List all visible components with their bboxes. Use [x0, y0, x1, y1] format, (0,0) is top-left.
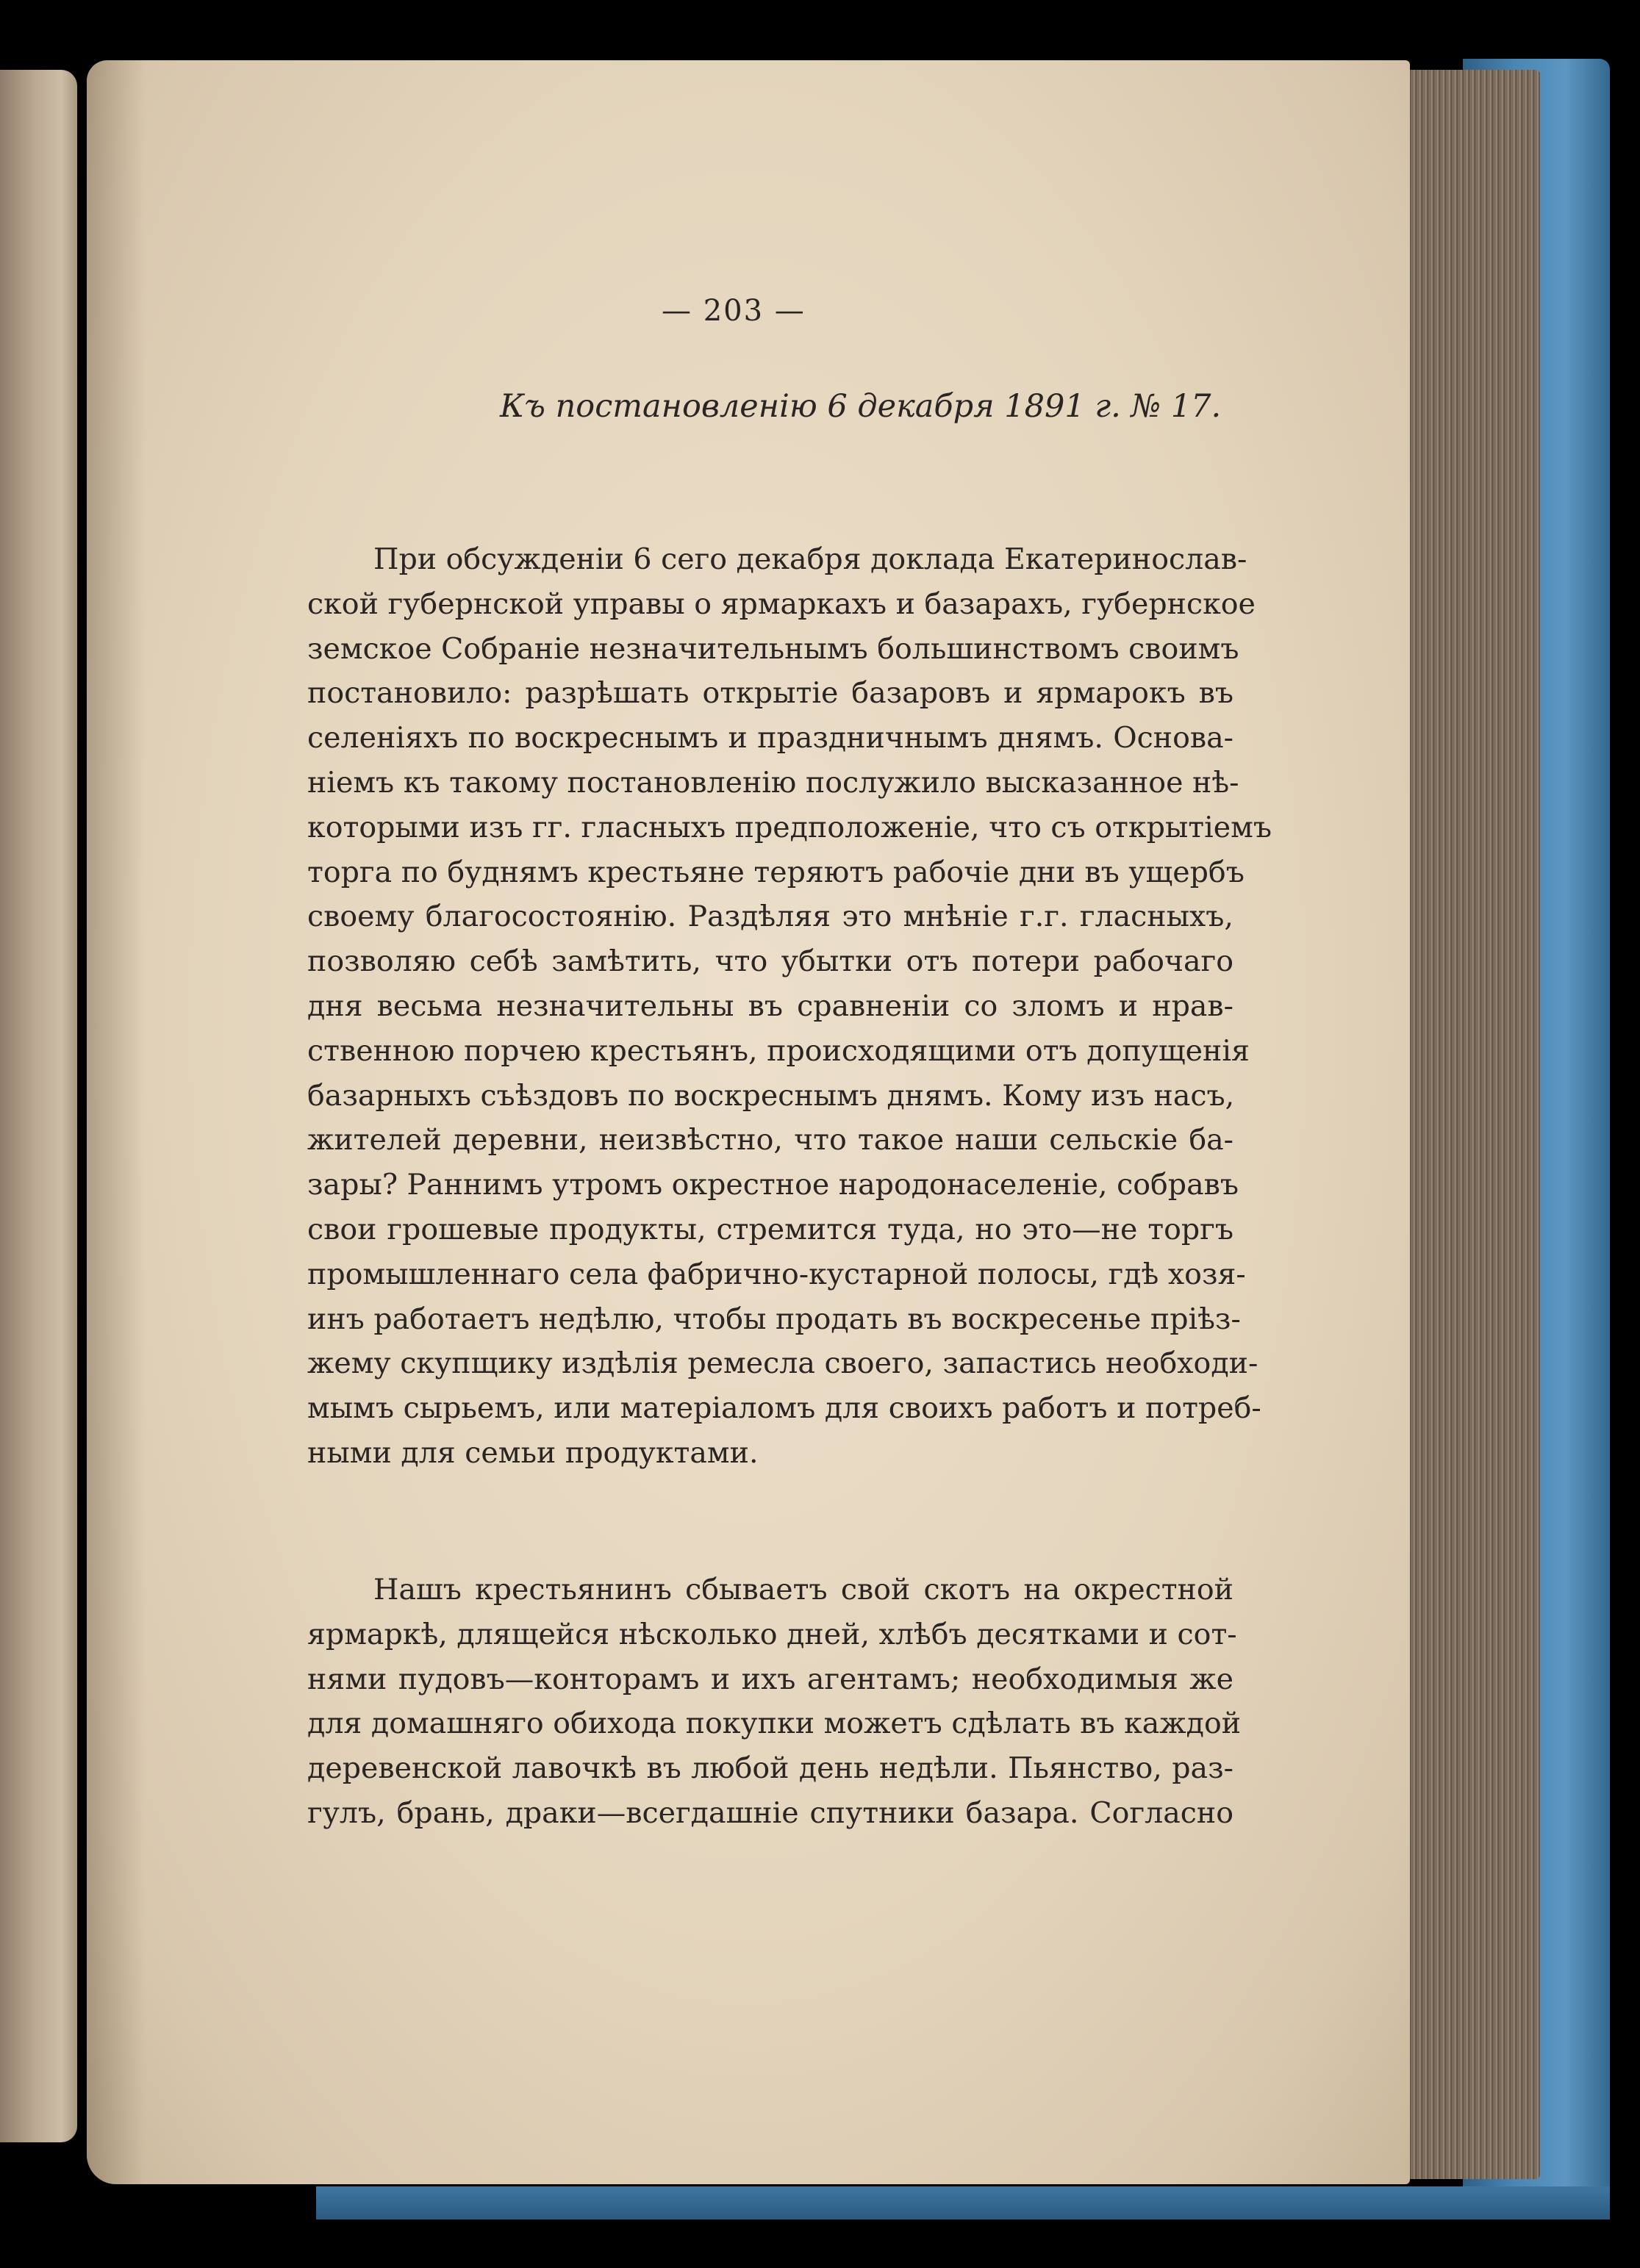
text-line: зары? Раннимъ утромъ окрестное народонаселеніе, собравъ	[307, 1168, 1239, 1202]
text-line: ярмаркѣ, длящейся нѣсколько дней, хлѣбъ десятками и сот-	[307, 1617, 1237, 1651]
text-line: инъ работаетъ недѣлю, чтобы продать въ воскресенье пріѣз-	[307, 1302, 1241, 1336]
book-cover-bottom	[316, 2186, 1610, 2219]
text-line: свои грошевые продукты, стремится туда, но это—не торгъ	[307, 1213, 1233, 1246]
text-line: гулъ, брань, драки—всегдашніе спутники базара. Согласно	[307, 1796, 1233, 1830]
text-line: дня весьма незначительны въ сравненіи со зломъ и нрав-	[307, 989, 1233, 1023]
text-line: земское Собраніе незначительнымъ большинствомъ своимъ	[307, 631, 1239, 666]
page-heading: Къ постановленію 6 декабря 1891 г. № 17.	[500, 388, 1222, 425]
text-line: Нашъ крестьянинъ сбываетъ свой скотъ на окрестной	[373, 1573, 1233, 1607]
text-line: ской губернской управы о ярмаркахъ и базарахъ, губернское	[307, 586, 1256, 621]
text-line: деревенской лавочкѣ въ любой день недѣли. Пьянство, раз-	[307, 1751, 1233, 1786]
text-line: При обсужденіи 6 сего декабря доклада Екатеринослав-	[373, 542, 1247, 576]
text-line: своему благосостоянію. Раздѣляя это мнѣніе г.г. гласныхъ,	[307, 900, 1233, 934]
text-line: селеніяхъ по воскреснымъ и праздничнымъ днямъ. Основа-	[307, 721, 1233, 756]
page-number: — 203 —	[662, 294, 806, 328]
left-page-edge	[0, 70, 77, 2142]
text-line: мымъ сырьемъ, или матеріаломъ для своихъ работъ и потреб-	[307, 1391, 1261, 1426]
gutter-shadow	[87, 60, 146, 2184]
text-line: для домашняго обихода покупки можетъ сдѣлать въ каждой	[307, 1707, 1242, 1741]
text-line: базарныхъ съѣздовъ по воскреснымъ днямъ. Кому изъ насъ,	[307, 1078, 1235, 1113]
book-page	[87, 60, 1410, 2184]
text-line: постановило: разрѣшать открытіе базаровъ и ярмарокъ въ	[307, 676, 1233, 711]
text-line: нями пудовъ—конторамъ и ихъ агентамъ; необходимыя же	[307, 1662, 1233, 1696]
text-line: позволяю себѣ замѣтить, что убытки отъ потери рабочаго	[307, 944, 1233, 979]
page-edges	[1400, 70, 1540, 2179]
text-line: торга по буднямъ крестьяне теряютъ рабочіе дни въ ущербъ	[307, 855, 1245, 889]
text-line: жему скупщику издѣлія ремесла своего, запастись необходи-	[307, 1346, 1258, 1381]
text-line: жителей деревни, неизвѣстно, что такое наши сельскіе ба-	[307, 1123, 1233, 1158]
text-line: ніемъ къ такому постановленію послужило высказанное нѣ-	[307, 766, 1239, 800]
text-line: ными для семьи продуктами.	[307, 1436, 759, 1470]
text-line: ственною порчею крестьянъ, происходящими отъ допущенія	[307, 1033, 1250, 1068]
text-line: промышленнаго села фабрично-кустарной полосы, гдѣ хозя-	[307, 1257, 1246, 1291]
text-line: которыми изъ гг. гласныхъ предположеніе, что съ открытіемъ	[307, 810, 1272, 844]
